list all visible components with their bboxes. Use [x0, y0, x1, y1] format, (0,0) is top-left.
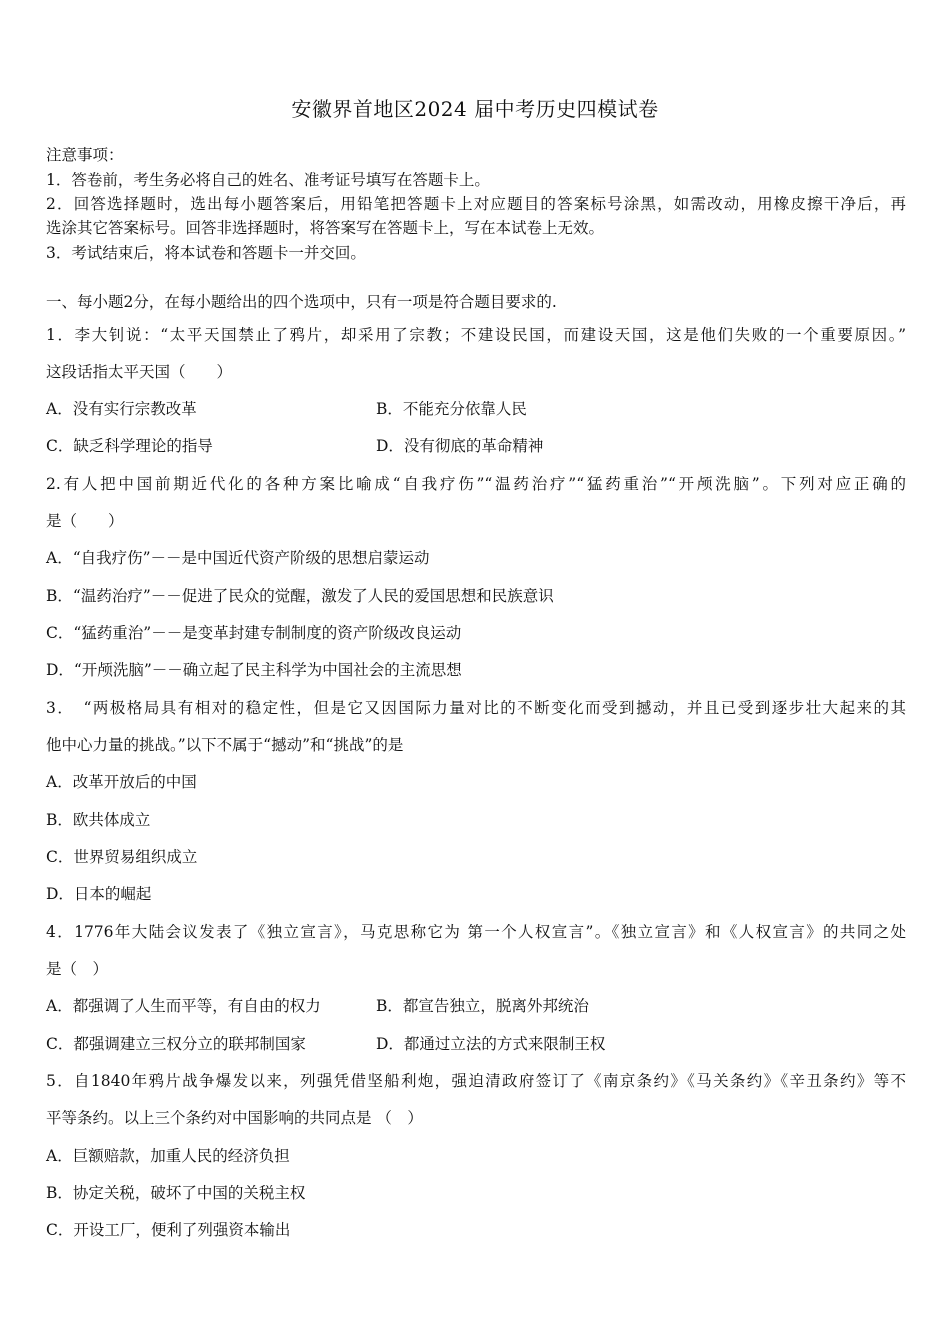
- q5-option-a: A．巨额赔款，加重人民的经济负担: [46, 1147, 290, 1165]
- q4-option-d: D．都通过立法的方式来限制王权: [376, 1035, 606, 1053]
- q1-stem-cont: 这段话指太平天国（ ）: [46, 363, 233, 381]
- q3-stem: 3． “两极格局具有相对的稳定性，但是它又因国际力量对比的不断变化而受到撼动，并且已受到逐步壮大起来的其: [46, 699, 906, 717]
- q2-option-d: D．“开颅洗脑”－－确立起了民主科学为中国社会的主流思想: [46, 661, 462, 679]
- q2-option-c: C．“猛药重治”－－是变革封建专制制度的资产阶级改良运动: [46, 624, 462, 642]
- section-heading: 一、每小题2分，在每小题给出的四个选项中，只有一项是符合题目要求的.: [46, 293, 557, 311]
- q5-option-c: C．开设工厂，便利了列强资本输出: [46, 1221, 291, 1239]
- q1-option-c: C．缺乏科学理论的指导: [46, 437, 213, 455]
- q5-stem-cont: 平等条约。以上三个条约对中国影响的共同点是 （ ）: [46, 1109, 423, 1127]
- q1-stem: 1．李大钊说：“太平天国禁止了鸦片，却采用了宗教；不建设民国，而建设天国，这是他们失败的一个重要原因。”: [46, 326, 906, 344]
- q2-option-b: B．“温药治疗”－－促进了民众的觉醒，激发了人民的爱国思想和民族意识: [46, 587, 554, 605]
- q4-stem-cont: 是（ ）: [46, 960, 109, 978]
- q1-option-b: B．不能充分依靠人民: [376, 400, 527, 418]
- q3-option-d: D．日本的崛起: [46, 885, 152, 903]
- q1-option-d: D．没有彻底的革命精神: [376, 437, 544, 455]
- q3-stem-cont: 他中心力量的挑战。”以下不属于“撼动”和“挑战”的是: [46, 736, 404, 754]
- q2-stem: 2.有人把中国前期近代化的各种方案比喻成“自我疗伤”“温药治疗”“猛药重治”“开颅洗脑”。下列对应正确的: [46, 475, 906, 493]
- page-title: 安徽界首地区2024 届中考历史四模试卷: [291, 97, 659, 121]
- q1-option-a: A．没有实行宗教改革: [46, 400, 197, 418]
- notice-item-3: 3．考试结束后，将本试卷和答题卡一并交回。: [46, 244, 366, 262]
- notice-item-2-cont: 选涂其它答案标号。回答非选择题时，将答案写在答题卡上，写在本试卷上无效。: [46, 219, 605, 237]
- q2-option-a: A．“自我疗伤”－－是中国近代资产阶级的思想启蒙运动: [46, 549, 430, 567]
- q5-option-b: B．协定关税，破坏了中国的关税主权: [46, 1184, 306, 1202]
- q3-option-a: A．改革开放后的中国: [46, 773, 197, 791]
- notice-item-2: 2．回答选择题时，选出每小题答案后，用铅笔把答题卡上对应题目的答案标号涂黑，如需改动，用橡皮擦干净后，再: [46, 195, 906, 213]
- q3-option-c: C．世界贸易组织成立: [46, 848, 198, 866]
- q4-option-b: B．都宣告独立，脱离外邦统治: [376, 997, 589, 1015]
- notice-item-1: 1．答卷前，考生务必将自己的姓名、准考证号填写在答题卡上。: [46, 171, 490, 189]
- q4-stem: 4．1776年大陆会议发表了《独立宣言》，马克思称它为 第一个人权宣言”。《独立宣言》和《人权宣言》的共同之处: [46, 923, 906, 941]
- q3-option-b: B．欧共体成立: [46, 811, 151, 829]
- q5-stem: 5．自1840年鸦片战争爆发以来，列强凭借坚船利炮，强迫清政府签订了《南京条约》《马关条约》《辛丑条约》等不: [46, 1072, 906, 1090]
- q4-option-a: A．都强调了人生而平等，有自由的权力: [46, 997, 321, 1015]
- notice-heading: 注意事项：: [46, 146, 124, 164]
- q4-option-c: C．都强调建立三权分立的联邦制国家: [46, 1035, 306, 1053]
- q2-stem-cont: 是（ ）: [46, 512, 124, 530]
